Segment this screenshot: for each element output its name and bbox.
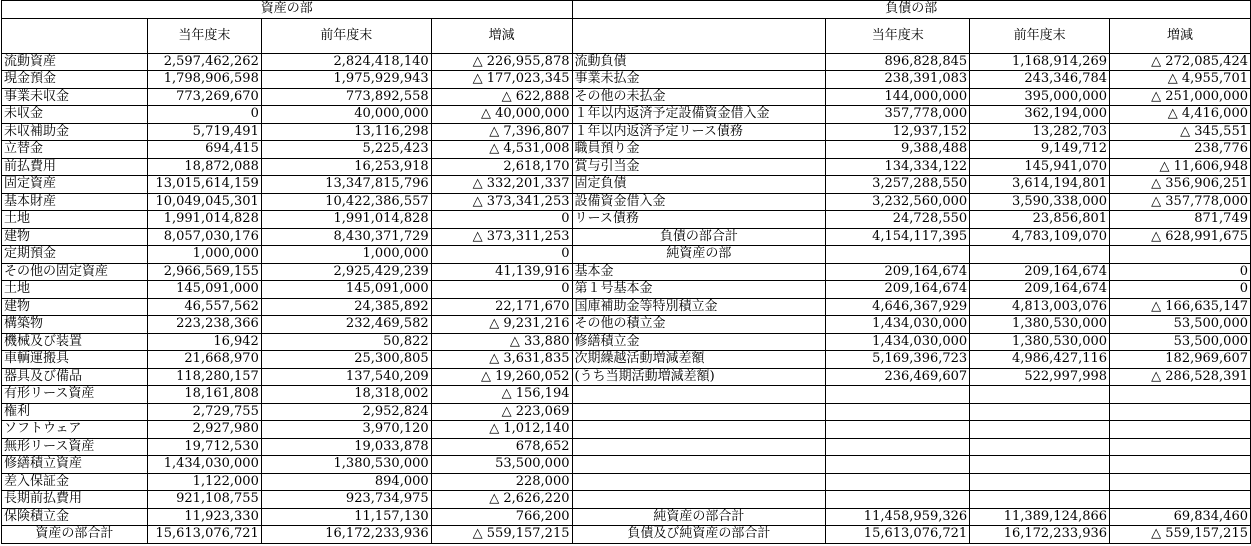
asset-change-cell: △ 1,012,140 <box>431 421 572 439</box>
liability-label-cell: 純資産の部 <box>572 246 826 264</box>
header-previous-year-right: 前年度末 <box>970 18 1110 53</box>
liability-current-cell: 3,232,560,000 <box>826 193 970 211</box>
asset-change-cell: 228,000 <box>431 473 572 491</box>
asset-current-cell: 694,415 <box>147 141 261 159</box>
asset-label-cell: 土地 <box>2 211 148 229</box>
header-change-left: 増減 <box>431 18 572 53</box>
liability-previous-cell: 395,000,000 <box>970 88 1110 106</box>
liability-previous-cell: 11,389,124,866 <box>970 508 1110 526</box>
liability-label-cell: 純資産の部合計 <box>572 508 826 526</box>
asset-label-cell: 器具及び備品 <box>2 368 148 386</box>
table-row <box>2 438 1251 456</box>
asset-current-cell: 1,122,000 <box>147 473 261 491</box>
table-row <box>2 456 1251 474</box>
liability-previous-cell: 243,346,784 <box>970 71 1110 89</box>
liability-previous-cell: 4,783,109,070 <box>970 228 1110 246</box>
asset-previous-cell: 8,430,371,729 <box>261 228 431 246</box>
liability-label-cell: 負債の部合計 <box>572 228 826 246</box>
asset-label-cell: 未収金 <box>2 106 148 124</box>
balance-sheet-table <box>1 0 1251 544</box>
asset-label-cell: 権利 <box>2 403 148 421</box>
liability-label-cell: 国庫補助金等特別積立金 <box>572 298 826 316</box>
header-blank-right <box>572 18 826 53</box>
liability-current-cell: 3,257,288,550 <box>826 176 970 194</box>
liability-current-cell <box>826 386 970 404</box>
asset-current-cell: 223,238,366 <box>147 316 261 334</box>
asset-label-cell: 無形リース資産 <box>2 438 148 456</box>
liability-label-cell <box>572 403 826 421</box>
asset-previous-cell: 773,892,558 <box>261 88 431 106</box>
table-row <box>2 333 1251 351</box>
asset-current-cell: 10,049,045,301 <box>147 193 261 211</box>
liability-previous-cell: 9,149,712 <box>970 141 1110 159</box>
header-blank-left <box>2 18 148 53</box>
asset-current-cell: 2,927,980 <box>147 421 261 439</box>
liability-current-cell: 238,391,083 <box>826 71 970 89</box>
table-row <box>2 386 1251 404</box>
asset-label-cell: 車輌運搬具 <box>2 351 148 369</box>
liability-previous-cell: 4,986,427,116 <box>970 351 1110 369</box>
asset-current-cell: 1,991,014,828 <box>147 211 261 229</box>
table-row <box>2 403 1251 421</box>
liability-label-cell: リース債務 <box>572 211 826 229</box>
asset-change-cell: 53,500,000 <box>431 456 572 474</box>
liability-current-cell: 5,169,396,723 <box>826 351 970 369</box>
liability-previous-cell: 16,172,233,936 <box>970 526 1110 544</box>
liability-change-cell: 871,749 <box>1110 211 1251 229</box>
liability-previous-cell <box>970 438 1110 456</box>
liability-previous-cell: 209,164,674 <box>970 263 1110 281</box>
liability-current-cell <box>826 473 970 491</box>
liability-label-cell <box>572 386 826 404</box>
asset-current-cell: 2,966,569,155 <box>147 263 261 281</box>
table-row <box>2 263 1251 281</box>
liability-previous-cell <box>970 386 1110 404</box>
liability-current-cell: 896,828,845 <box>826 53 970 71</box>
liability-change-cell <box>1110 246 1251 264</box>
table-row <box>2 88 1251 106</box>
asset-previous-cell: 50,822 <box>261 333 431 351</box>
asset-label-cell: 固定資産 <box>2 176 148 194</box>
asset-previous-cell: 18,318,002 <box>261 386 431 404</box>
asset-label-cell: 土地 <box>2 281 148 299</box>
asset-previous-cell: 19,033,878 <box>261 438 431 456</box>
liability-label-cell: 修繕積立金 <box>572 333 826 351</box>
asset-change-cell: △ 156,194 <box>431 386 572 404</box>
asset-label-cell: 立替金 <box>2 141 148 159</box>
asset-label-cell: 流動資産 <box>2 53 148 71</box>
asset-current-cell: 1,000,000 <box>147 246 261 264</box>
asset-previous-cell: 1,991,014,828 <box>261 211 431 229</box>
asset-current-cell: 8,057,030,176 <box>147 228 261 246</box>
liability-previous-cell: 1,168,914,269 <box>970 53 1110 71</box>
liability-previous-cell: 4,813,003,076 <box>970 298 1110 316</box>
liability-change-cell: △ 356,906,251 <box>1110 176 1251 194</box>
asset-change-cell: 41,139,916 <box>431 263 572 281</box>
asset-change-cell: △ 177,023,345 <box>431 71 572 89</box>
asset-label-cell: 建物 <box>2 228 148 246</box>
asset-label-cell: 事業未収金 <box>2 88 148 106</box>
asset-current-cell: 11,923,330 <box>147 508 261 526</box>
asset-previous-cell: 25,300,805 <box>261 351 431 369</box>
liability-current-cell: 9,388,488 <box>826 141 970 159</box>
asset-previous-cell: 5,225,423 <box>261 141 431 159</box>
liability-previous-cell: 362,194,000 <box>970 106 1110 124</box>
liability-change-cell: 0 <box>1110 281 1251 299</box>
liabilities-section-title: 負債の部 <box>572 1 1251 19</box>
header-change-right: 増減 <box>1110 18 1251 53</box>
asset-current-cell: 1,434,030,000 <box>147 456 261 474</box>
asset-change-cell: △ 2,626,220 <box>431 491 572 509</box>
liability-change-cell: 69,834,460 <box>1110 508 1251 526</box>
asset-current-cell: 18,161,808 <box>147 386 261 404</box>
asset-current-cell: 21,668,970 <box>147 351 261 369</box>
liability-change-cell <box>1110 421 1251 439</box>
asset-label-cell: 保険積立金 <box>2 508 148 526</box>
asset-previous-cell: 10,422,386,557 <box>261 193 431 211</box>
table-row <box>2 316 1251 334</box>
table-row <box>2 421 1251 439</box>
table-row <box>2 246 1251 264</box>
liability-current-cell: 209,164,674 <box>826 281 970 299</box>
column-header-row <box>2 18 1251 53</box>
liability-change-cell: △ 357,778,000 <box>1110 193 1251 211</box>
table-row <box>2 123 1251 141</box>
liability-current-cell: 209,164,674 <box>826 263 970 281</box>
asset-previous-cell: 1,380,530,000 <box>261 456 431 474</box>
liability-change-cell: △ 286,528,391 <box>1110 368 1251 386</box>
liability-previous-cell: 3,614,194,801 <box>970 176 1110 194</box>
table-row <box>2 53 1251 71</box>
liability-current-cell: 236,469,607 <box>826 368 970 386</box>
liability-previous-cell: 23,856,801 <box>970 211 1110 229</box>
asset-change-cell: △ 4,531,008 <box>431 141 572 159</box>
asset-current-cell: 0 <box>147 106 261 124</box>
liability-change-cell: △ 251,000,000 <box>1110 88 1251 106</box>
liability-change-cell: △ 11,606,948 <box>1110 158 1251 176</box>
asset-label-cell: 建物 <box>2 298 148 316</box>
asset-current-cell: 2,597,462,262 <box>147 53 261 71</box>
liability-change-cell <box>1110 473 1251 491</box>
asset-current-cell: 145,091,000 <box>147 281 261 299</box>
liability-change-cell: △ 559,157,215 <box>1110 526 1251 544</box>
asset-label-cell: 基本財産 <box>2 193 148 211</box>
liability-previous-cell <box>970 246 1110 264</box>
asset-change-cell: △ 223,069 <box>431 403 572 421</box>
liability-current-cell: 144,000,000 <box>826 88 970 106</box>
liability-current-cell <box>826 403 970 421</box>
liability-current-cell: 4,646,367,929 <box>826 298 970 316</box>
liability-current-cell <box>826 491 970 509</box>
liability-previous-cell <box>970 491 1110 509</box>
header-current-year-right: 当年度末 <box>826 18 970 53</box>
liability-label-cell <box>572 473 826 491</box>
liability-label-cell: 設備資金借入金 <box>572 193 826 211</box>
liability-previous-cell: 522,997,998 <box>970 368 1110 386</box>
asset-label-cell: 資産の部合計 <box>2 526 148 544</box>
asset-current-cell: 46,557,562 <box>147 298 261 316</box>
liability-label-cell <box>572 491 826 509</box>
asset-change-cell: △ 40,000,000 <box>431 106 572 124</box>
liability-current-cell: 134,334,122 <box>826 158 970 176</box>
liability-label-cell: 賞与引当金 <box>572 158 826 176</box>
liability-label-cell: その他の積立金 <box>572 316 826 334</box>
liability-label-cell <box>572 456 826 474</box>
asset-previous-cell: 1,975,929,943 <box>261 71 431 89</box>
asset-change-cell: △ 373,311,253 <box>431 228 572 246</box>
liability-change-cell: 53,500,000 <box>1110 333 1251 351</box>
asset-previous-cell: 2,925,429,239 <box>261 263 431 281</box>
liability-previous-cell: 3,590,338,000 <box>970 193 1110 211</box>
asset-current-cell: 1,798,906,598 <box>147 71 261 89</box>
liability-change-cell: 238,776 <box>1110 141 1251 159</box>
asset-label-cell: 現金預金 <box>2 71 148 89</box>
liability-current-cell: 11,458,959,326 <box>826 508 970 526</box>
asset-previous-cell: 11,157,130 <box>261 508 431 526</box>
asset-change-cell: △ 19,260,052 <box>431 368 572 386</box>
liability-change-cell: 182,969,607 <box>1110 351 1251 369</box>
liability-previous-cell: 209,164,674 <box>970 281 1110 299</box>
liability-change-cell: △ 345,551 <box>1110 123 1251 141</box>
asset-change-cell: △ 226,955,878 <box>431 53 572 71</box>
liability-current-cell: 1,434,030,000 <box>826 333 970 351</box>
table-row <box>2 211 1251 229</box>
table-row <box>2 508 1251 526</box>
asset-change-cell: △ 7,396,807 <box>431 123 572 141</box>
liability-change-cell <box>1110 456 1251 474</box>
liability-current-cell <box>826 246 970 264</box>
liability-change-cell: 0 <box>1110 263 1251 281</box>
asset-label-cell: 構築物 <box>2 316 148 334</box>
table-row <box>2 141 1251 159</box>
asset-label-cell: 長期前払費用 <box>2 491 148 509</box>
liability-change-cell: △ 4,955,701 <box>1110 71 1251 89</box>
table-row <box>2 71 1251 89</box>
header-current-year-left: 当年度末 <box>147 18 261 53</box>
asset-change-cell: △ 33,880 <box>431 333 572 351</box>
liability-current-cell: 1,434,030,000 <box>826 316 970 334</box>
table-row <box>2 158 1251 176</box>
liability-label-cell: 負債及び純資産の部合計 <box>572 526 826 544</box>
liability-label-cell: (うち当期活動増減差額) <box>572 368 826 386</box>
liability-label-cell: 職員預り金 <box>572 141 826 159</box>
asset-current-cell: 773,269,670 <box>147 88 261 106</box>
asset-previous-cell: 1,000,000 <box>261 246 431 264</box>
asset-change-cell: 22,171,670 <box>431 298 572 316</box>
asset-previous-cell: 16,172,233,936 <box>261 526 431 544</box>
table-row <box>2 106 1251 124</box>
liability-current-cell: 24,728,550 <box>826 211 970 229</box>
liability-change-cell: △ 166,635,147 <box>1110 298 1251 316</box>
asset-current-cell: 18,872,088 <box>147 158 261 176</box>
asset-current-cell: 19,712,530 <box>147 438 261 456</box>
liability-current-cell <box>826 456 970 474</box>
asset-previous-cell: 3,970,120 <box>261 421 431 439</box>
asset-previous-cell: 24,385,892 <box>261 298 431 316</box>
table-row <box>2 281 1251 299</box>
asset-previous-cell: 2,824,418,140 <box>261 53 431 71</box>
table-row <box>2 176 1251 194</box>
asset-previous-cell: 40,000,000 <box>261 106 431 124</box>
liability-current-cell: 15,613,076,721 <box>826 526 970 544</box>
liability-label-cell: 固定負債 <box>572 176 826 194</box>
liability-change-cell: 53,500,000 <box>1110 316 1251 334</box>
asset-change-cell: △ 559,157,215 <box>431 526 572 544</box>
asset-change-cell: △ 622,888 <box>431 88 572 106</box>
asset-label-cell: 前払費用 <box>2 158 148 176</box>
asset-change-cell: 0 <box>431 246 572 264</box>
section-band-row <box>2 1 1251 19</box>
asset-label-cell: 有形リース資産 <box>2 386 148 404</box>
asset-previous-cell: 2,952,824 <box>261 403 431 421</box>
asset-previous-cell: 232,469,582 <box>261 316 431 334</box>
assets-section-title: 資産の部 <box>2 1 573 19</box>
liability-previous-cell: 1,380,530,000 <box>970 333 1110 351</box>
asset-label-cell: 差入保証金 <box>2 473 148 491</box>
liability-label-cell: 事業未払金 <box>572 71 826 89</box>
liability-label-cell: 流動負債 <box>572 53 826 71</box>
asset-change-cell: △ 332,201,337 <box>431 176 572 194</box>
liability-change-cell <box>1110 386 1251 404</box>
table-row <box>2 368 1251 386</box>
liability-previous-cell: 13,282,703 <box>970 123 1110 141</box>
table-row <box>2 526 1251 544</box>
table-row <box>2 298 1251 316</box>
asset-change-cell: 0 <box>431 211 572 229</box>
asset-current-cell: 16,942 <box>147 333 261 351</box>
liability-previous-cell <box>970 456 1110 474</box>
asset-change-cell: 2,618,170 <box>431 158 572 176</box>
liability-label-cell: 次期繰越活動増減差額 <box>572 351 826 369</box>
liability-previous-cell <box>970 421 1110 439</box>
liability-previous-cell <box>970 473 1110 491</box>
asset-previous-cell: 923,734,975 <box>261 491 431 509</box>
asset-label-cell: 修繕積立資産 <box>2 456 148 474</box>
asset-current-cell: 921,108,755 <box>147 491 261 509</box>
liability-previous-cell <box>970 403 1110 421</box>
liability-label-cell <box>572 421 826 439</box>
asset-previous-cell: 137,540,209 <box>261 368 431 386</box>
liability-previous-cell: 145,941,070 <box>970 158 1110 176</box>
table-row <box>2 228 1251 246</box>
table-row <box>2 473 1251 491</box>
liability-label-cell: その他の未払金 <box>572 88 826 106</box>
asset-current-cell: 118,280,157 <box>147 368 261 386</box>
asset-label-cell: 定期預金 <box>2 246 148 264</box>
header-previous-year-left: 前年度末 <box>261 18 431 53</box>
table-row <box>2 193 1251 211</box>
liability-label-cell: １年以内返済予定リース債務 <box>572 123 826 141</box>
asset-previous-cell: 894,000 <box>261 473 431 491</box>
asset-label-cell: 未収補助金 <box>2 123 148 141</box>
asset-current-cell: 5,719,491 <box>147 123 261 141</box>
asset-current-cell: 13,015,614,159 <box>147 176 261 194</box>
liability-change-cell <box>1110 403 1251 421</box>
asset-previous-cell: 16,253,918 <box>261 158 431 176</box>
asset-current-cell: 15,613,076,721 <box>147 526 261 544</box>
liability-label-cell <box>572 438 826 456</box>
asset-previous-cell: 145,091,000 <box>261 281 431 299</box>
asset-label-cell: その他の固定資産 <box>2 263 148 281</box>
liability-label-cell: 第１号基本金 <box>572 281 826 299</box>
asset-change-cell: 766,200 <box>431 508 572 526</box>
liability-current-cell <box>826 421 970 439</box>
asset-current-cell: 2,729,755 <box>147 403 261 421</box>
liability-current-cell: 4,154,117,395 <box>826 228 970 246</box>
liability-current-cell: 357,778,000 <box>826 106 970 124</box>
liability-previous-cell: 1,380,530,000 <box>970 316 1110 334</box>
asset-label-cell: 機械及び装置 <box>2 333 148 351</box>
liability-current-cell <box>826 438 970 456</box>
asset-previous-cell: 13,347,815,796 <box>261 176 431 194</box>
liability-change-cell: △ 272,085,424 <box>1110 53 1251 71</box>
liability-label-cell: １年以内返済予定設備資金借入金 <box>572 106 826 124</box>
asset-change-cell: △ 9,231,216 <box>431 316 572 334</box>
asset-change-cell: △ 373,341,253 <box>431 193 572 211</box>
table-row <box>2 351 1251 369</box>
asset-change-cell: 0 <box>431 281 572 299</box>
liability-current-cell: 12,937,152 <box>826 123 970 141</box>
liability-label-cell: 基本金 <box>572 263 826 281</box>
asset-previous-cell: 13,116,298 <box>261 123 431 141</box>
table-row <box>2 491 1251 509</box>
liability-change-cell: △ 4,416,000 <box>1110 106 1251 124</box>
liability-change-cell: △ 628,991,675 <box>1110 228 1251 246</box>
asset-change-cell: 678,652 <box>431 438 572 456</box>
liability-change-cell <box>1110 438 1251 456</box>
asset-label-cell: ソフトウェア <box>2 421 148 439</box>
liability-change-cell <box>1110 491 1251 509</box>
asset-change-cell: △ 3,631,835 <box>431 351 572 369</box>
